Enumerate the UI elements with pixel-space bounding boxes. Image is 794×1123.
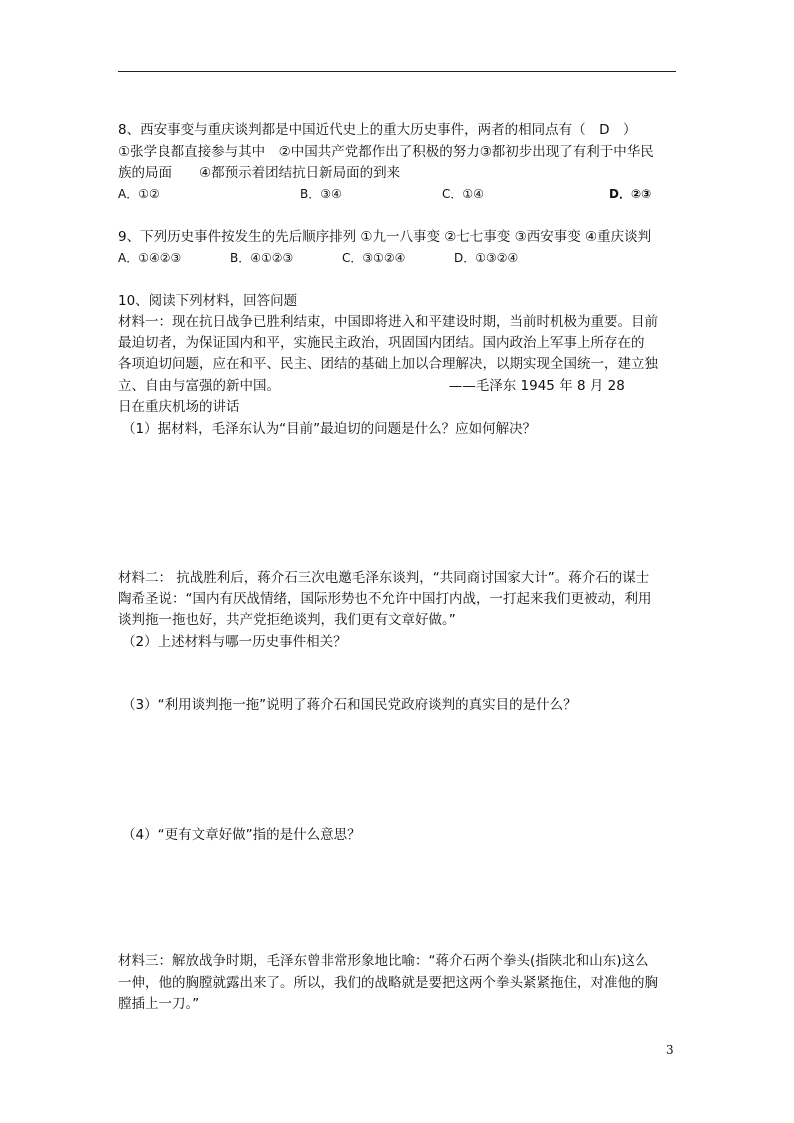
q9-option-d: D．①③②④ <box>454 251 519 265</box>
material1-line: 最迫切者，为保证国内和平，实施民主政治，巩固国内团结。国内政治上军事上所存在的 <box>118 335 645 351</box>
q8-option-c: C．①④ <box>442 187 484 201</box>
material1-line: 立、自由与富强的新中国。 ——毛泽东 1945 年 8 月 28 <box>118 378 625 394</box>
q9-option-c: C．③①②④ <box>342 251 406 265</box>
material2-line: 陶希圣说：“国内有厌战情绪，国际形势也不允许中国打内战，一打起来我们更被动，利用 <box>118 591 652 607</box>
material1-line: 各项迫切问题，应在和平、民主、团结的基础上加以合理解决，以期实现全国统一，建立独 <box>118 356 658 372</box>
subquestion-3: （3）“利用谈判拖一拖”说明了蒋介石和国民党政府谈判的真实目的是什么？ <box>122 697 577 713</box>
header-rule <box>118 71 676 72</box>
q8-statements-line2: 族的局面 ④都预示着团结抗日新局面的到来 <box>118 165 401 181</box>
material2-line: 谈判拖一拖也好，共产党拒绝谈判，我们更有文章好做。” <box>118 612 456 628</box>
material2-line: 材料二： 抗战胜利后，蒋介石三次电邀毛泽东谈判，“共同商讨国家大计”。蒋介石的谋士 <box>118 570 650 586</box>
subquestion-2: （2）上述材料与哪一历史事件相关？ <box>122 634 347 650</box>
q10-stem: 10、阅读下列材料，回答问题 <box>118 293 298 309</box>
material3-line: 一伸，他的胸膛就露出来了。所以，我们的战略就是要把这两个拳头紧紧拖住，对准他的胸 <box>118 975 658 991</box>
q8-option-d: D．②③ <box>609 187 652 201</box>
q9-stem: 9、下列历史事件按发生的先后顺序排列 ①九一八事变 ②七七事变 ③西安事变 ④重庆谈判 <box>118 229 652 245</box>
material1-line: 材料一：现在抗日战争已胜利结束，中国即将进入和平建设时期，当前时机极为重要。目前 <box>118 314 658 330</box>
material3-line: 材料三：解放战争时期，毛泽东曾非常形象地比喻：“蒋介石两个拳头(指陕北和山东)这么 <box>118 953 649 969</box>
q8-option-a: A．①② <box>118 187 160 201</box>
q9-option-b: B．④①②③ <box>230 251 294 265</box>
material1-line: 日在重庆机场的讲话 <box>118 399 240 415</box>
q8-stem: 8、西安事变与重庆谈判都是中国近代史上的重大历史事件，两者的相同点有（ D ） <box>118 122 637 138</box>
q9-option-a: A．①④②③ <box>118 251 182 265</box>
subquestion-4: （4）“更有文章好做”指的是什么意思？ <box>122 827 361 843</box>
q8-option-b: B．③④ <box>300 187 342 201</box>
subquestion-1: （1）据材料，毛泽东认为“目前”最迫切的问题是什么？应如何解决？ <box>122 421 537 437</box>
q8-statements-line1: ①张学良都直接参与其中 ②中国共产党都作出了积极的努力③都初步出现了有利于中华民 <box>118 144 654 160</box>
page-number: 3 <box>666 1043 674 1057</box>
material3-line: 膛插上一刀。” <box>118 996 200 1012</box>
